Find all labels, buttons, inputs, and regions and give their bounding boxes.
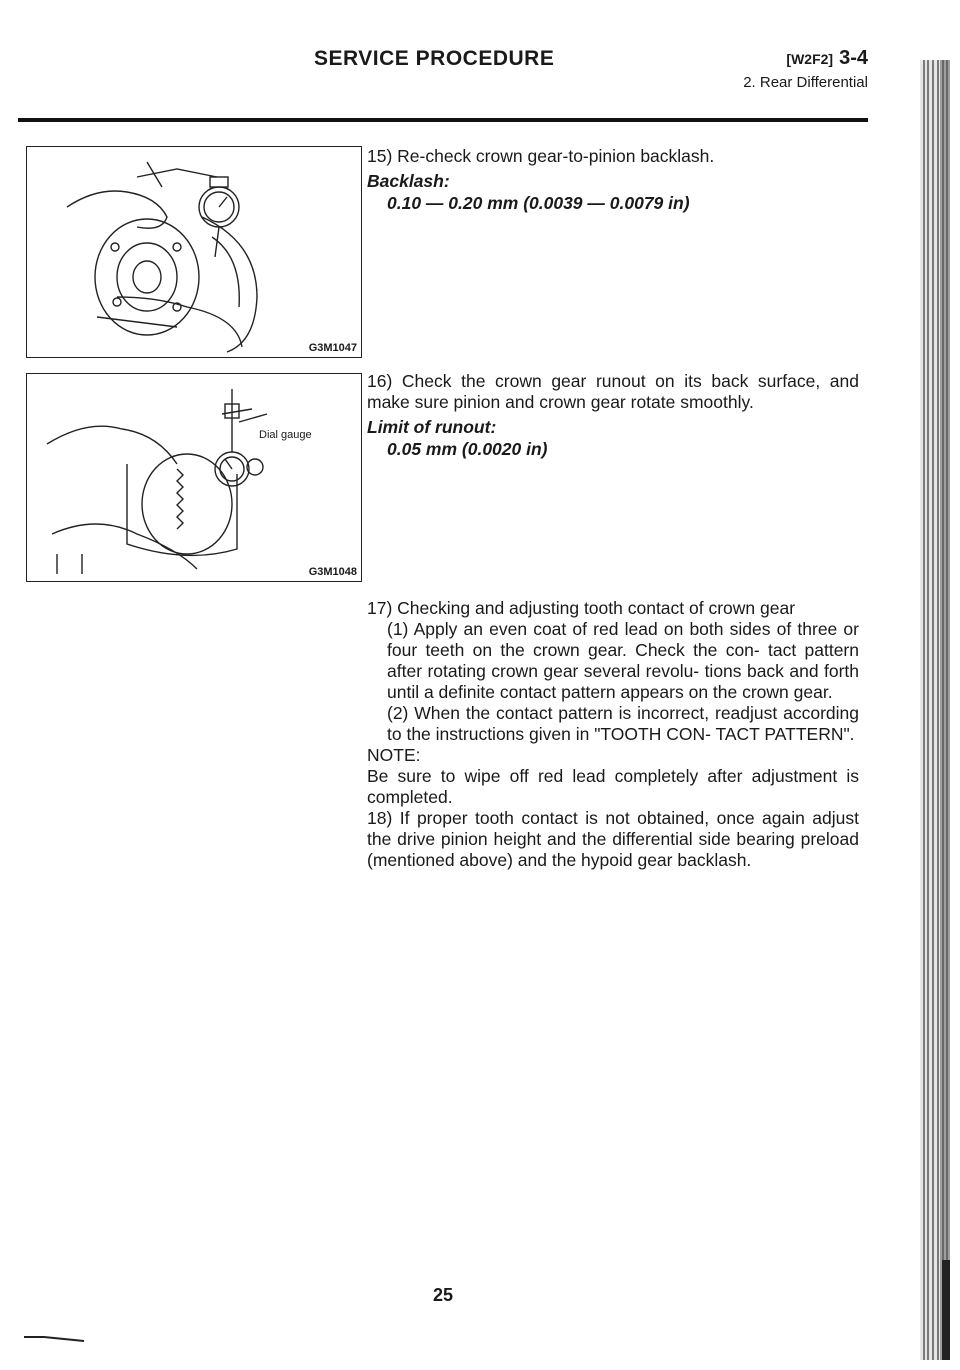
dial-gauge-callout: Dial gauge <box>259 429 312 441</box>
step-18-text: 18) If proper tooth contact is not obtained, once again adjust the drive pinion height and the differential side bearing preload (mentioned above) and the hypoid gear backlash. <box>367 808 859 870</box>
step-17-text: 17) Checking and adjusting tooth contact of crown gear <box>367 598 796 618</box>
step-17-sub-1: (1) Apply an even coat of red lead on both sides of three or four teeth on the crown gear. Check the con- tact pattern after rotating crown gear several revolu- tions back and forth until a definite contact pattern appears on the crown gear. <box>387 619 859 702</box>
note-label: NOTE: <box>367 745 421 765</box>
runout-illustration <box>27 374 361 581</box>
section-number: 3-4 <box>839 47 868 69</box>
step-17-18 <box>367 598 859 871</box>
step-15 <box>367 146 859 214</box>
header-rule <box>18 118 868 122</box>
section-code <box>786 47 868 70</box>
scan-edge-strip <box>912 50 952 1370</box>
page-number: 25 <box>433 1285 454 1305</box>
step-17-sub-2: (2) When the contact pattern is incorrect, readjust according to the instructions given in "TOOTH CON- TACT PATTERN". <box>387 703 859 744</box>
section-subtitle: 2. Rear Differential <box>743 74 868 91</box>
runout-limit-label: Limit of runout: <box>367 417 497 437</box>
runout-limit-value: 0.05 mm (0.0020 in) <box>387 439 548 459</box>
step-16 <box>367 371 859 460</box>
backlash-label: Backlash: <box>367 171 450 191</box>
corner-mark <box>24 1335 94 1345</box>
figure-code: G3M1048 <box>308 566 357 578</box>
backlash-value: 0.10 — 0.20 mm (0.0039 — 0.0079 in) <box>387 193 690 213</box>
note-text: Be sure to wipe off red lead completely after adjustment is completed. <box>367 766 859 807</box>
page-title: SERVICE PROCEDURE <box>314 47 555 70</box>
section-code-prefix: [W2F2] <box>786 51 834 67</box>
figure-runout-check <box>26 373 362 582</box>
step-16-text: 16) Check the crown gear runout on its back surface, and make sure pinion and crown gear rotate smoothly. <box>367 371 859 412</box>
backlash-illustration <box>27 147 361 357</box>
figure-code: G3M1047 <box>308 342 357 354</box>
step-15-text: 15) Re-check crown gear-to-pinion backlash. <box>367 146 715 166</box>
figure-backlash-check <box>26 146 362 358</box>
